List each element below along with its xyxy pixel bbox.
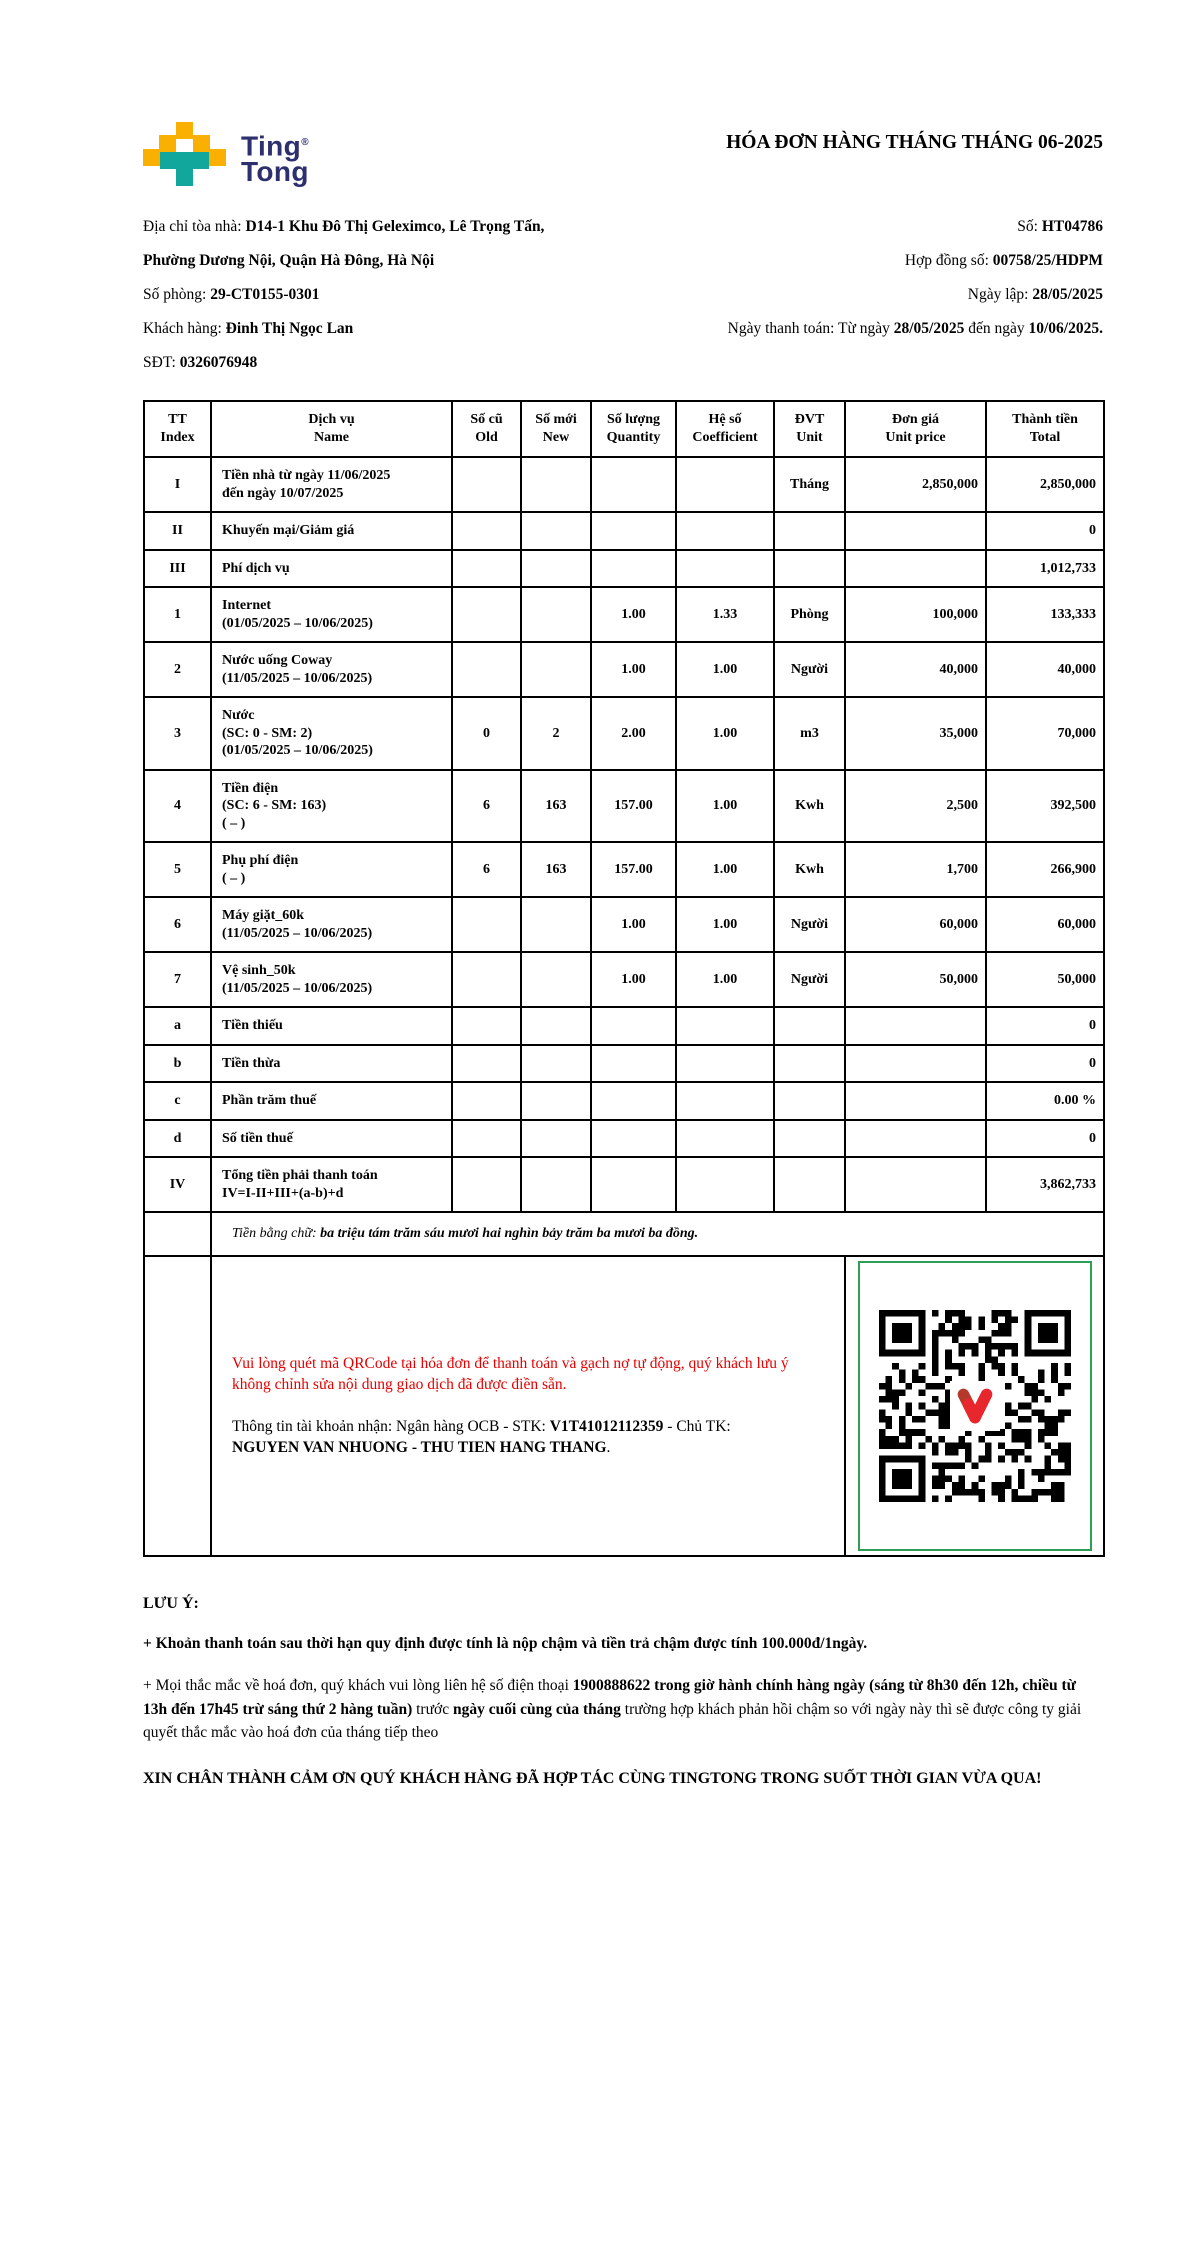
text-segment: + Khoản thanh toán sau thời hạn quy định được tính là nộp chậm và tiền trả chậm được tính 100.000đ/1ngày. bbox=[143, 1634, 868, 1652]
service-name-line: Máy giặt_60k bbox=[222, 908, 305, 923]
cell-service-name bbox=[211, 952, 452, 1007]
cell-coefficient: 1.00 bbox=[676, 952, 774, 1007]
cell-empty bbox=[144, 1256, 211, 1556]
cell-old: 6 bbox=[452, 842, 521, 897]
cell-total: 0 bbox=[986, 1045, 1104, 1083]
table-row bbox=[144, 770, 1104, 843]
cell-unit bbox=[774, 1082, 845, 1120]
cell-coefficient bbox=[676, 1007, 774, 1045]
text-segment: Hợp đồng số: bbox=[904, 252, 993, 269]
cell-quantity: 1.00 bbox=[591, 587, 676, 642]
invoice-table-body bbox=[144, 457, 1104, 1556]
text-segment: đến ngày bbox=[964, 320, 1029, 337]
table-row bbox=[144, 512, 1104, 550]
text-segment: 1900888622 trong giờ hành chính hàng ngày (sáng từ 8h30 đến 12h, chiều từ 13h đến 17h45 trừ sáng thứ 2 hàng tuần) bbox=[143, 1677, 1076, 1718]
cell-old bbox=[452, 512, 521, 550]
invoice-table bbox=[143, 400, 1105, 1557]
cell-unit: Tháng bbox=[774, 457, 845, 512]
text-segment: Khách hàng: bbox=[143, 320, 226, 337]
cell-service-name bbox=[211, 770, 452, 843]
cell-unit-price bbox=[845, 1082, 986, 1120]
cell-coefficient: 1.00 bbox=[676, 842, 774, 897]
qr-frame bbox=[858, 1261, 1092, 1551]
cell-total: 2,850,000 bbox=[986, 457, 1104, 512]
header bbox=[143, 122, 1103, 188]
service-name-line: (SC: 6 - SM: 163) bbox=[222, 798, 327, 813]
cell-quantity bbox=[591, 1157, 676, 1212]
column-header-label: Total bbox=[1029, 430, 1061, 445]
cell-new bbox=[521, 1157, 591, 1212]
column-header-label: Số mới bbox=[535, 412, 577, 427]
cell-service-name bbox=[211, 1157, 452, 1212]
cell-unit: m3 bbox=[774, 697, 845, 770]
logo-text-line1: Ting® bbox=[241, 130, 309, 162]
text-segment: 28/05/2025 bbox=[893, 320, 965, 337]
logo-pixel bbox=[176, 169, 193, 186]
column-header-label: Số lượng bbox=[606, 412, 661, 427]
service-name-line: Phần trăm thuế bbox=[222, 1093, 317, 1108]
table-row bbox=[144, 697, 1104, 770]
cell-coefficient bbox=[676, 550, 774, 588]
logo-text-line2: Tong bbox=[241, 156, 309, 188]
cell-quantity: 157.00 bbox=[591, 842, 676, 897]
column-header-label: Old bbox=[475, 430, 498, 445]
cell-quantity: 2.00 bbox=[591, 697, 676, 770]
cell-new bbox=[521, 512, 591, 550]
amount-in-words bbox=[211, 1212, 1104, 1256]
cell-quantity bbox=[591, 512, 676, 550]
text-segment: NGUYEN VAN NHUONG - THU TIEN HANG THANG bbox=[232, 1439, 607, 1456]
logo-pixel bbox=[160, 152, 209, 169]
column-header-label: Name bbox=[314, 430, 349, 445]
column-header bbox=[676, 401, 774, 457]
cell-total: 1,012,733 bbox=[986, 550, 1104, 588]
text-segment: D14-1 Khu Đô Thị Geleximco, Lê Trọng Tấn, bbox=[245, 218, 545, 235]
column-header-label: Unit price bbox=[885, 430, 946, 445]
cell-total: 0.00 % bbox=[986, 1082, 1104, 1120]
info-line bbox=[143, 354, 544, 371]
column-header-label: Index bbox=[160, 430, 195, 445]
cell-old bbox=[452, 550, 521, 588]
text-segment: . bbox=[606, 1439, 611, 1456]
cell-quantity bbox=[591, 457, 676, 512]
cell-index: 2 bbox=[144, 642, 211, 697]
service-name-line: ( – ) bbox=[222, 815, 246, 831]
cell-total: 0 bbox=[986, 512, 1104, 550]
text-segment: Địa chỉ tòa nhà: bbox=[143, 218, 246, 235]
cell-empty bbox=[144, 1212, 211, 1256]
cell-index: III bbox=[144, 550, 211, 588]
cell-unit: Kwh bbox=[774, 842, 845, 897]
cell-index: 5 bbox=[144, 842, 211, 897]
cell-unit bbox=[774, 512, 845, 550]
cell-index: IV bbox=[144, 1157, 211, 1212]
service-name-line: Internet bbox=[222, 598, 271, 613]
footer-notes bbox=[143, 1595, 1103, 1791]
cell-new bbox=[521, 587, 591, 642]
cell-index: 4 bbox=[144, 770, 211, 843]
payment-qr-row bbox=[144, 1256, 1104, 1556]
cell-unit: Kwh bbox=[774, 770, 845, 843]
info-line bbox=[143, 252, 544, 269]
cell-coefficient bbox=[676, 1120, 774, 1158]
service-name-line: đến ngày 10/07/2025 bbox=[222, 485, 344, 501]
cell-new: 2 bbox=[521, 697, 591, 770]
text-segment: Ngày thanh toán: Từ ngày bbox=[727, 320, 894, 337]
cell-unit: Người bbox=[774, 897, 845, 952]
cell-unit-price bbox=[845, 1157, 986, 1212]
cell-total: 133,333 bbox=[986, 587, 1104, 642]
cell-unit-price: 100,000 bbox=[845, 587, 986, 642]
notes-heading: LƯU Ý: bbox=[143, 1594, 199, 1612]
cell-coefficient: 1.00 bbox=[676, 642, 774, 697]
cell-new bbox=[521, 1082, 591, 1120]
cell-coefficient: 1.00 bbox=[676, 770, 774, 843]
text-segment: 10/06/2025. bbox=[1028, 320, 1103, 337]
text-segment: V1T41012112359 bbox=[549, 1417, 664, 1435]
cell-index: c bbox=[144, 1082, 211, 1120]
cell-total: 60,000 bbox=[986, 897, 1104, 952]
text-segment: SĐT: bbox=[143, 354, 180, 371]
table-row bbox=[144, 1007, 1104, 1045]
bank-account-info bbox=[232, 1416, 824, 1459]
table-row bbox=[144, 897, 1104, 952]
cell-service-name bbox=[211, 512, 452, 550]
column-header bbox=[144, 401, 211, 457]
cell-old bbox=[452, 642, 521, 697]
text-segment: Số: bbox=[1017, 218, 1042, 235]
service-name-line: (11/05/2025 – 10/06/2025) bbox=[222, 925, 373, 941]
logo-pixel bbox=[193, 135, 210, 152]
service-name-line: (01/05/2025 – 10/06/2025) bbox=[222, 615, 373, 631]
table-row bbox=[144, 550, 1104, 588]
text-segment: 28/05/2025 bbox=[1032, 286, 1103, 303]
cell-unit bbox=[774, 550, 845, 588]
text-segment: Ngày lập: bbox=[967, 286, 1033, 303]
cell-unit: Người bbox=[774, 642, 845, 697]
cell-total: 0 bbox=[986, 1007, 1104, 1045]
text-segment: Phường Dương Nội, Quận Hà Đông, Hà Nội bbox=[143, 252, 435, 269]
cell-total: 3,862,733 bbox=[986, 1157, 1104, 1212]
cell-service-name bbox=[211, 457, 452, 512]
info-line bbox=[143, 218, 544, 235]
cell-quantity: 157.00 bbox=[591, 770, 676, 843]
table-row bbox=[144, 587, 1104, 642]
cell-quantity: 1.00 bbox=[591, 642, 676, 697]
cell-old bbox=[452, 1082, 521, 1120]
service-name-line: Phí dịch vụ bbox=[222, 560, 290, 576]
table-row bbox=[144, 1045, 1104, 1083]
table-row bbox=[144, 1120, 1104, 1158]
cell-coefficient: 1.33 bbox=[676, 587, 774, 642]
service-name-line: Nước uống Coway bbox=[222, 653, 333, 668]
info-line bbox=[728, 286, 1103, 303]
cell-service-name bbox=[211, 1082, 452, 1120]
thank-you-note: XIN CHÂN THÀNH CẢM ƠN QUÝ KHÁCH HÀNG ĐÃ HỢP TÁC CÙNG TINGTONG TRONG SUỐT THỜI GIAN VỪA QUA! bbox=[143, 1769, 1042, 1787]
cell-old bbox=[452, 1157, 521, 1212]
column-header-label: New bbox=[542, 430, 570, 445]
cell-unit-price: 2,500 bbox=[845, 770, 986, 843]
cell-total: 0 bbox=[986, 1120, 1104, 1158]
service-name-line: Tổng tiền phải thanh toán bbox=[222, 1168, 378, 1183]
cell-new bbox=[521, 642, 591, 697]
cell-unit bbox=[774, 1120, 845, 1158]
column-header-label: Thành tiền bbox=[1012, 412, 1078, 427]
service-name-line: Vệ sinh_50k bbox=[222, 963, 296, 978]
service-name-line: Tiền nhà từ ngày 11/06/2025 bbox=[222, 468, 391, 483]
cell-service-name bbox=[211, 842, 452, 897]
cell-unit-price bbox=[845, 1120, 986, 1158]
table-row bbox=[144, 1082, 1104, 1120]
cell-coefficient bbox=[676, 457, 774, 512]
cell-new: 163 bbox=[521, 770, 591, 843]
cell-new bbox=[521, 1120, 591, 1158]
cell-unit-price: 60,000 bbox=[845, 897, 986, 952]
cell-service-name bbox=[211, 550, 452, 588]
cell-new bbox=[521, 1007, 591, 1045]
info-line bbox=[143, 320, 544, 337]
cell-old bbox=[452, 1045, 521, 1083]
info-line bbox=[143, 286, 544, 303]
cell-unit: Người bbox=[774, 952, 845, 1007]
cell-unit-price bbox=[845, 1045, 986, 1083]
amount-in-words-label: Tiền bằng chữ: bbox=[232, 1226, 321, 1241]
column-header bbox=[591, 401, 676, 457]
cell-service-name bbox=[211, 897, 452, 952]
logo-pixel bbox=[209, 149, 226, 166]
service-name-line: Phụ phí điện bbox=[222, 853, 299, 868]
cell-service-name bbox=[211, 587, 452, 642]
text-segment: trường hợp khách phản hồi chậm so với ngày này thì sẽ được công ty giải quyết thắc mắc vào hoá đơn của tháng tiếp theo bbox=[143, 1700, 1082, 1741]
logo-pixel bbox=[176, 122, 193, 139]
cell-quantity bbox=[591, 550, 676, 588]
cell-coefficient: 1.00 bbox=[676, 697, 774, 770]
qr-cell bbox=[845, 1256, 1104, 1556]
service-name-line: (SC: 0 - SM: 2) bbox=[222, 725, 313, 741]
cell-old bbox=[452, 457, 521, 512]
service-name-line: Số tiền thuế bbox=[222, 1130, 293, 1146]
service-name-line: Tiền thừa bbox=[222, 1055, 281, 1071]
service-name-line: Nước bbox=[222, 708, 255, 723]
payment-instructions bbox=[211, 1256, 845, 1556]
cell-quantity bbox=[591, 1082, 676, 1120]
cell-quantity: 1.00 bbox=[591, 952, 676, 1007]
text-segment: Đinh Thị Ngọc Lan bbox=[225, 320, 354, 337]
invoice-meta bbox=[728, 218, 1103, 388]
column-header-label: ĐVT bbox=[794, 412, 825, 427]
service-name-line: Khuyến mại/Giảm giá bbox=[222, 523, 355, 538]
cell-index: 7 bbox=[144, 952, 211, 1007]
cell-old bbox=[452, 897, 521, 952]
cell-new: 163 bbox=[521, 842, 591, 897]
service-name-line: (01/05/2025 – 10/06/2025) bbox=[222, 743, 373, 758]
cell-coefficient: 1.00 bbox=[676, 897, 774, 952]
cell-service-name bbox=[211, 642, 452, 697]
qr-code bbox=[879, 1310, 1071, 1502]
registered-mark: ® bbox=[301, 137, 309, 148]
cell-new bbox=[521, 1045, 591, 1083]
cell-unit-price: 1,700 bbox=[845, 842, 986, 897]
cell-unit bbox=[774, 1007, 845, 1045]
cell-quantity bbox=[591, 1007, 676, 1045]
cell-new bbox=[521, 550, 591, 588]
cell-old bbox=[452, 1007, 521, 1045]
cell-unit-price: 35,000 bbox=[845, 697, 986, 770]
cell-unit-price bbox=[845, 512, 986, 550]
cell-coefficient bbox=[676, 1082, 774, 1120]
cell-old bbox=[452, 1120, 521, 1158]
cell-index: II bbox=[144, 512, 211, 550]
text-segment: - Chủ TK: bbox=[663, 1417, 731, 1435]
cell-index: a bbox=[144, 1007, 211, 1045]
service-name-line: Tiền thiếu bbox=[222, 1018, 283, 1033]
cell-unit-price bbox=[845, 550, 986, 588]
cell-unit-price bbox=[845, 1007, 986, 1045]
column-header-label: TT bbox=[168, 412, 187, 427]
cell-new bbox=[521, 897, 591, 952]
text-segment: trước bbox=[412, 1700, 453, 1718]
tingtong-logo bbox=[143, 122, 309, 188]
text-segment: + Mọi thắc mắc về hoá đơn, quý khách vui lòng liên hệ số điện thoại bbox=[143, 1677, 573, 1694]
cell-quantity bbox=[591, 1120, 676, 1158]
qr-payment-warning: Vui lòng quét mã QRCode tại hóa đơn để thanh toán và gạch nợ tự động, quý khách lưu ý không chỉnh sửa nội dung giao dịch đã được điền sẵn. bbox=[232, 1354, 789, 1393]
cell-index: 1 bbox=[144, 587, 211, 642]
table-row bbox=[144, 842, 1104, 897]
vietqr-v-icon bbox=[950, 1381, 1000, 1431]
cell-service-name bbox=[211, 1120, 452, 1158]
column-header-label: Đơn giá bbox=[891, 412, 940, 427]
cell-index: 3 bbox=[144, 697, 211, 770]
table-row bbox=[144, 1157, 1104, 1212]
cell-index: I bbox=[144, 457, 211, 512]
cell-unit: Phòng bbox=[774, 587, 845, 642]
table-row bbox=[144, 457, 1104, 512]
column-header bbox=[845, 401, 986, 457]
service-name-line: (11/05/2025 – 10/06/2025) bbox=[222, 980, 373, 996]
hotline-note bbox=[143, 1674, 1103, 1745]
cell-old bbox=[452, 952, 521, 1007]
cell-service-name bbox=[211, 1007, 452, 1045]
cell-quantity: 1.00 bbox=[591, 897, 676, 952]
cell-total: 40,000 bbox=[986, 642, 1104, 697]
column-header bbox=[211, 401, 452, 457]
cell-total: 266,900 bbox=[986, 842, 1104, 897]
text-segment: 0326076948 bbox=[179, 354, 258, 371]
tingtong-logo-icon bbox=[143, 122, 226, 188]
service-name-line: ( – ) bbox=[222, 870, 246, 886]
cell-unit-price: 40,000 bbox=[845, 642, 986, 697]
cell-old: 6 bbox=[452, 770, 521, 843]
column-header bbox=[774, 401, 845, 457]
invoice-info bbox=[143, 218, 1103, 388]
text-segment: Số phòng: bbox=[143, 286, 211, 303]
text-segment: Thông tin tài khoản nhận: Ngân hàng OCB - STK: bbox=[232, 1417, 550, 1435]
column-header-label: Dịch vụ bbox=[308, 412, 355, 427]
column-header-label: Hệ số bbox=[708, 412, 742, 427]
page-title: HÓA ĐƠN HÀNG THÁNG THÁNG 06-2025 bbox=[726, 132, 1103, 153]
service-name-line: Tiền điện bbox=[222, 780, 279, 796]
table-header-row bbox=[144, 401, 1104, 457]
table-row bbox=[144, 952, 1104, 1007]
column-header-label: Số cũ bbox=[470, 412, 503, 427]
text-segment: HT04786 bbox=[1041, 218, 1103, 235]
cell-index: b bbox=[144, 1045, 211, 1083]
column-header bbox=[986, 401, 1104, 457]
amount-in-words-value: ba triệu tám trăm sáu mươi hai nghìn bảy trăm ba mươi ba đồng. bbox=[320, 1226, 699, 1241]
cell-total: 392,500 bbox=[986, 770, 1104, 843]
info-line bbox=[728, 252, 1103, 269]
cell-coefficient bbox=[676, 512, 774, 550]
late-payment-note bbox=[143, 1632, 1103, 1656]
column-header-label: Coefficient bbox=[692, 430, 758, 445]
text-segment: 29-CT0155-0301 bbox=[210, 286, 320, 303]
tingtong-logo-text bbox=[241, 130, 309, 188]
invoice-content bbox=[143, 122, 1103, 1791]
column-header-label: Quantity bbox=[606, 430, 661, 445]
service-name-line: (11/05/2025 – 10/06/2025) bbox=[222, 670, 373, 686]
cell-coefficient bbox=[676, 1157, 774, 1212]
cell-old bbox=[452, 587, 521, 642]
cell-unit bbox=[774, 1045, 845, 1083]
cell-total: 50,000 bbox=[986, 952, 1104, 1007]
logo-pixel bbox=[143, 149, 160, 166]
customer-info bbox=[143, 218, 544, 388]
cell-new bbox=[521, 457, 591, 512]
info-line bbox=[728, 320, 1103, 337]
column-header bbox=[521, 401, 591, 457]
amount-in-words-row bbox=[144, 1212, 1104, 1256]
text-segment: ngày cuối cùng của tháng bbox=[452, 1700, 621, 1718]
cell-index: 6 bbox=[144, 897, 211, 952]
cell-service-name bbox=[211, 697, 452, 770]
column-header-label: Unit bbox=[796, 430, 823, 445]
table-row bbox=[144, 642, 1104, 697]
cell-new bbox=[521, 952, 591, 1007]
info-line bbox=[728, 218, 1103, 235]
cell-unit-price: 2,850,000 bbox=[845, 457, 986, 512]
service-name-line: IV=I-II+III+(a-b)+d bbox=[222, 1185, 344, 1201]
invoice-table-header bbox=[144, 401, 1104, 457]
cell-unit bbox=[774, 1157, 845, 1212]
cell-total: 70,000 bbox=[986, 697, 1104, 770]
text-segment: 00758/25/HDPM bbox=[992, 252, 1103, 269]
logo-pixel bbox=[159, 135, 176, 152]
cell-unit-price: 50,000 bbox=[845, 952, 986, 1007]
cell-quantity bbox=[591, 1045, 676, 1083]
cell-old: 0 bbox=[452, 697, 521, 770]
column-header bbox=[452, 401, 521, 457]
cell-index: d bbox=[144, 1120, 211, 1158]
cell-coefficient bbox=[676, 1045, 774, 1083]
cell-service-name bbox=[211, 1045, 452, 1083]
